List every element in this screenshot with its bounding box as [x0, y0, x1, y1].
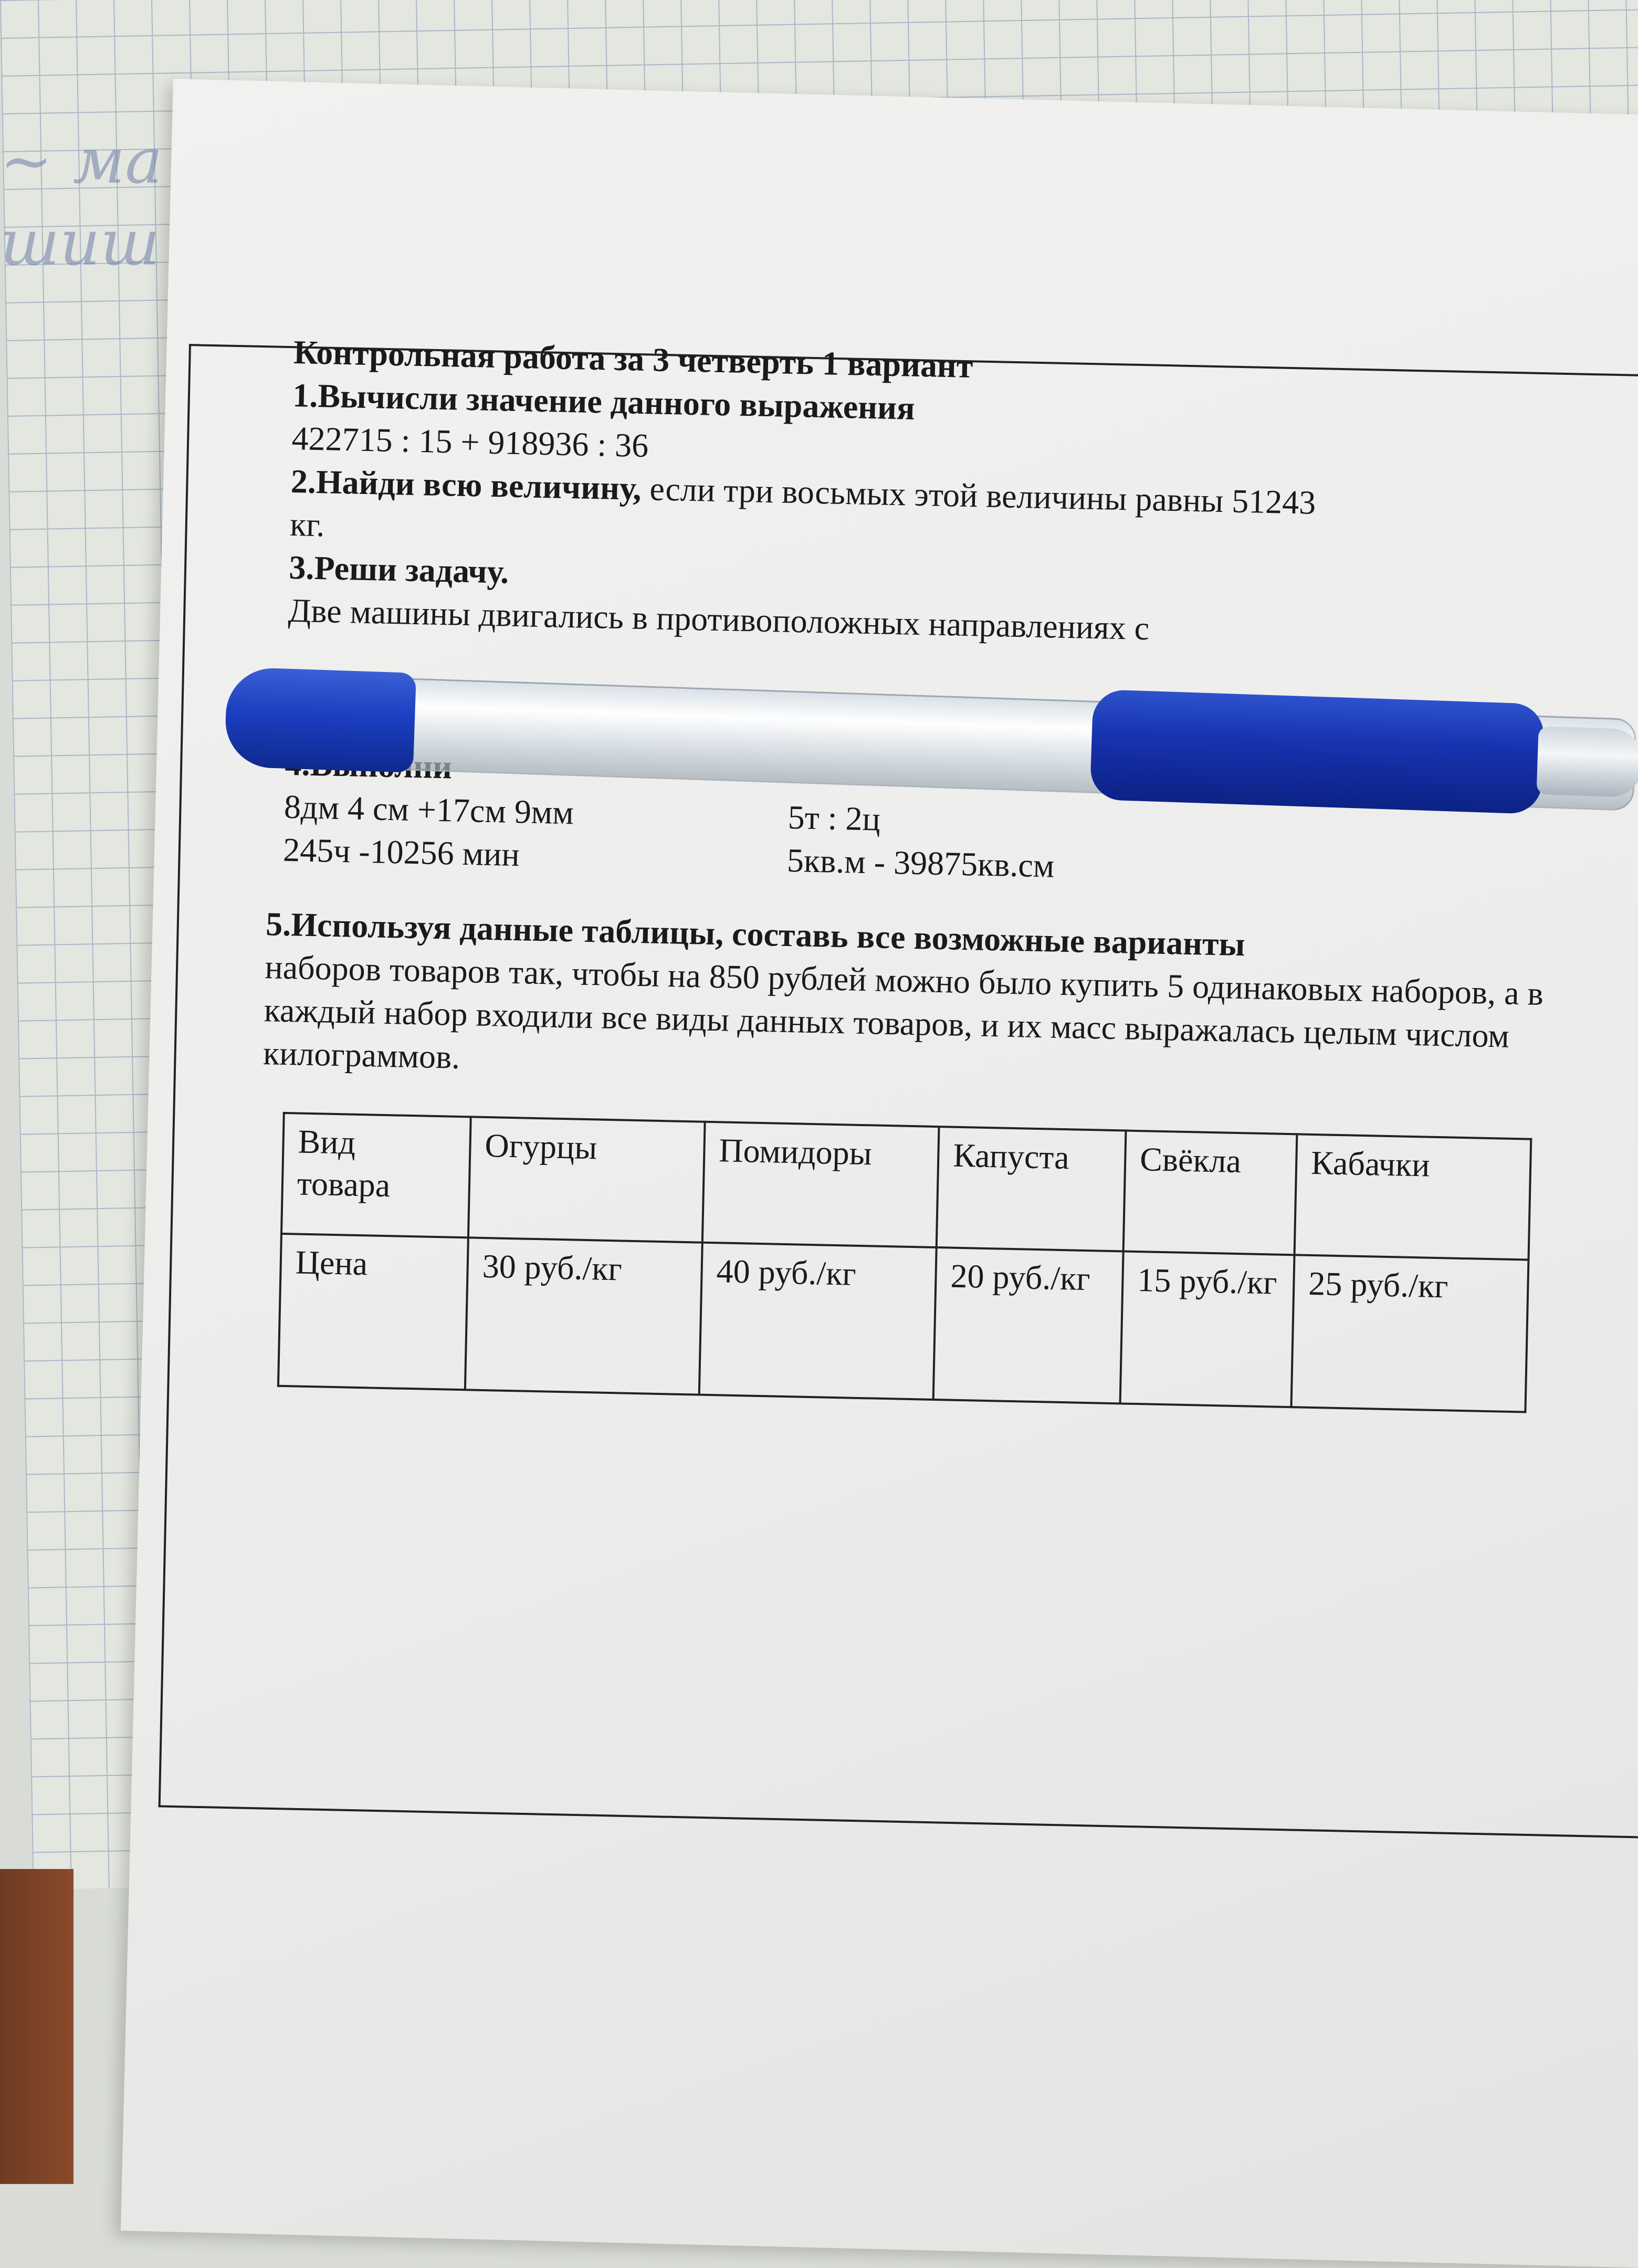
task4-item: 245ч -10256 мин [282, 831, 520, 874]
table-cell: Помидоры [702, 1122, 939, 1247]
table-cell: 25 руб./кг [1291, 1255, 1528, 1412]
price-table [277, 1112, 1532, 1413]
table-cell: Капуста [937, 1127, 1126, 1251]
task4-item: 8дм 4 см +17см 9мм [284, 788, 574, 832]
task5 [256, 902, 1568, 1414]
task3-text: Две машины двигались в противоположных направлениях с [288, 591, 1150, 647]
table-cell: Огурцы [468, 1117, 705, 1242]
pen-cap [224, 667, 416, 773]
table-cell: Свёкла [1124, 1131, 1297, 1255]
notebook-handwriting: ~ ма шиш [0, 125, 163, 280]
pen-grip [1090, 689, 1545, 814]
worksheet-title: Контрольная работа за 3 четверть 1 вариант [293, 333, 974, 385]
task4-item: 5кв.м - 39875кв.см [786, 841, 1055, 885]
pen-tip [1536, 726, 1638, 798]
table-cell: 40 руб./кг [699, 1243, 937, 1400]
table-cell: Кабачки [1295, 1134, 1531, 1259]
table-cell: 15 руб./кг [1120, 1251, 1295, 1407]
table-cell: 20 руб./кг [933, 1247, 1124, 1403]
table-cell: Вид товара [281, 1113, 471, 1237]
task2-text: если три восьмых этой величины равны 51243 [640, 469, 1316, 521]
table-cell: 30 руб./кг [465, 1237, 702, 1394]
task1-expression: 422715 : 15 + 918936 : 36 [291, 419, 649, 465]
table-price-row [278, 1234, 1529, 1412]
table-cell: Цена [278, 1234, 468, 1390]
task2-heading: 2.Найди всю величину, [290, 462, 642, 507]
task5-heading: 5.Используя данные таблицы, составь все возможные варианты [265, 905, 1246, 963]
wooden-desk-edge [0, 1869, 74, 2184]
worksheet-content [262, 331, 1606, 1414]
task1-heading: 1.Вычисли значение данного выражения [292, 376, 916, 427]
task3-heading: 3.Реши задачу. [288, 548, 509, 591]
task4-item: 5т : 2ц [788, 798, 881, 838]
task2-text-cont: кг. [289, 505, 326, 544]
task5-text: наборов товаров так, чтобы на 850 рублей можно было купить 5 одинаковых наборов, а в каждый набор входили все виды данных товаров, и их масс выражалась целым числом килограммов. [262, 948, 1544, 1076]
